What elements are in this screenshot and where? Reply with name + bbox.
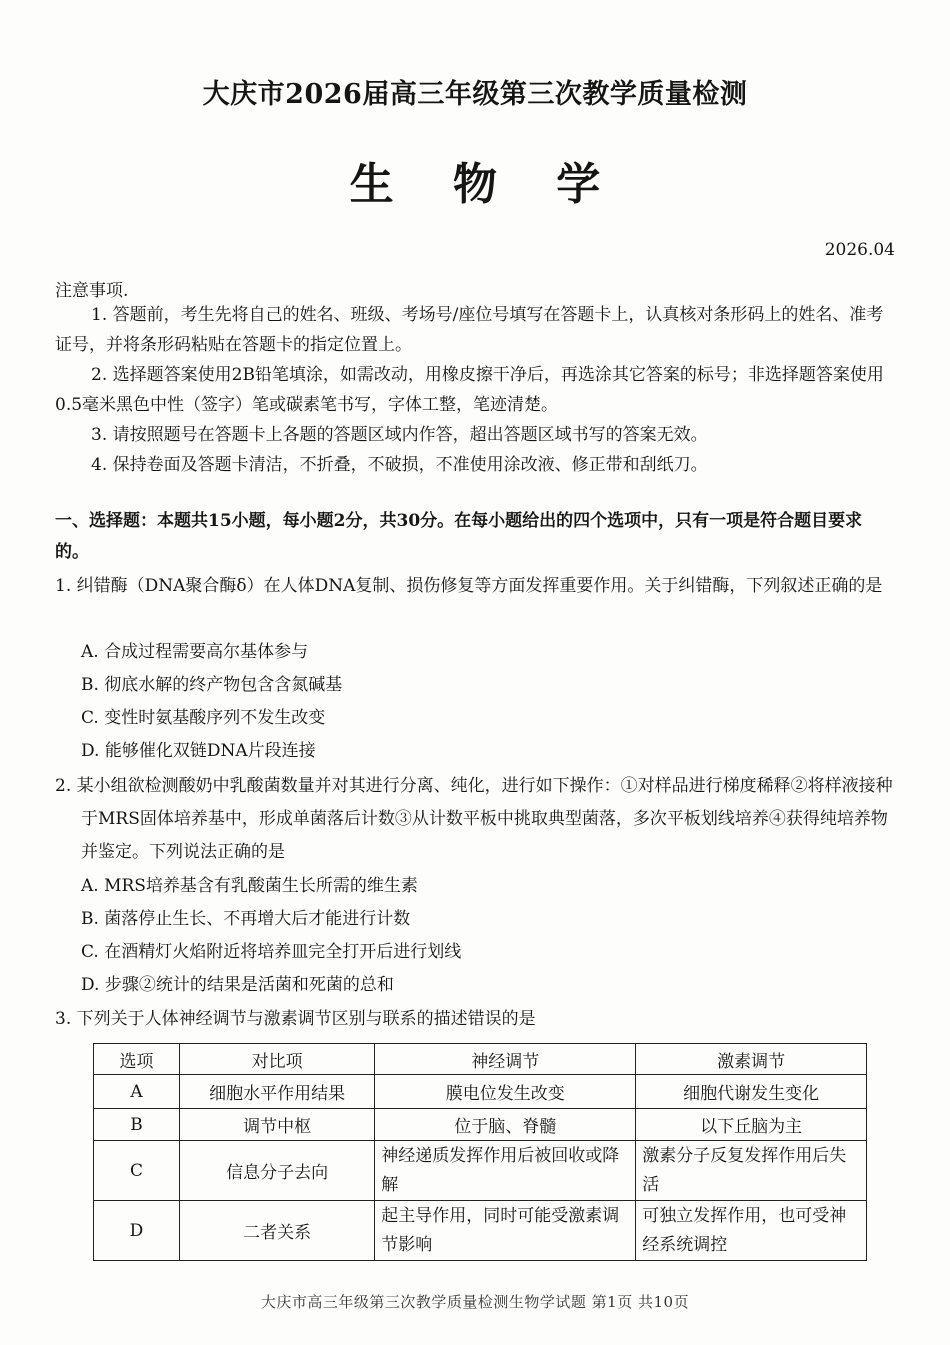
- question-3-stem: 3. 下列关于人体神经调节与激素调节区别与联系的描述错误的是: [55, 1009, 536, 1029]
- question-1-option-d: D. 能够催化双链DNA片段连接: [81, 741, 316, 761]
- table-cell: C: [94, 1141, 180, 1201]
- table-cell: 可独立发挥作用，也可受神经系统调控: [636, 1201, 867, 1261]
- question-2-option-a: A. MRS培养基含有乳酸菌生长所需的维生素: [81, 876, 418, 896]
- table-cell: 以下丘脑为主: [636, 1109, 867, 1141]
- notice-item-4: 4. 保持卷面及答题卡清洁，不折叠，不破损，不准使用涂改液、修正带和刮纸刀。: [91, 455, 708, 475]
- question-1-option-a: A. 合成过程需要高尔基体参与: [81, 642, 309, 662]
- table-row: [94, 1201, 867, 1261]
- question-2-stem: 2. 某小组欲检测酸奶中乳酸菌数量并对其进行分离、纯化，进行如下操作：①对样品进行梯度稀释②将样液接种于MRS固体培养基中，形成单菌落后计数③从计数平板中挑取典型菌落，多次平板划线培养④获得纯培养物并鉴定。下列说法正确的是: [55, 776, 893, 862]
- notice-item-1: 1. 答题前，考生先将自己的姓名、班级、考场号/座位号填写在答题卡上，认真核对条形码上的姓名、准考证号，并将条形码粘贴在答题卡的指定位置上。: [55, 305, 884, 355]
- table-row: [94, 1109, 867, 1141]
- question-2-option-d: D. 步骤②统计的结果是活菌和死菌的总和: [81, 975, 394, 995]
- table-cell: 细胞代谢发生变化: [636, 1075, 867, 1109]
- question-1-option-b: B. 彻底水解的终产物包含含氮碱基: [81, 675, 343, 695]
- table-row: [94, 1075, 867, 1109]
- table-cell: 神经递质发挥作用后被回收或降解: [375, 1141, 636, 1201]
- question-1-stem: 1. 纠错酶（DNA聚合酶δ）在人体DNA复制、损伤修复等方面发挥重要作用。关于纠错酶，下列叙述正确的是: [55, 576, 883, 596]
- table-header-cell: 激素调节: [636, 1044, 867, 1075]
- exam-title: 大庆市2026届高三年级第三次教学质量检测: [202, 79, 748, 110]
- page-footer: 大庆市高三年级第三次教学质量检测生物学试题 第1页 共10页: [260, 1293, 690, 1311]
- exam-date: 2026.04: [824, 240, 895, 260]
- table-header-cell: 选项: [94, 1044, 180, 1075]
- comparison-table: [93, 1043, 867, 1261]
- table-cell: 二者关系: [180, 1201, 375, 1261]
- table-header-cell: 对比项: [180, 1044, 375, 1075]
- table-cell: 膜电位发生改变: [375, 1075, 636, 1109]
- notice-item-2: 2. 选择题答案使用2B铅笔填涂，如需改动，用橡皮擦干净后，再选涂其它答案的标号；非选择题答案使用0.5毫米黑色中性（签字）笔或碳素笔书写，字体工整，笔迹清楚。: [55, 365, 884, 415]
- section-heading: 一、选择题：本题共15小题，每小题2分，共30分。在每小题给出的四个选项中，只有一项是符合题目要求的。: [55, 511, 863, 562]
- table-cell: 激素分子反复发挥作用后失活: [636, 1141, 867, 1201]
- notice-item-3: 3. 请按照题号在答题卡上各题的答题区域内作答，超出答题区域书写的答案无效。: [91, 425, 708, 445]
- table-cell: D: [94, 1201, 180, 1261]
- notice-heading: 注意事项.: [55, 281, 129, 301]
- subject-title: 生 物 学: [349, 159, 623, 210]
- table-header-row: [94, 1044, 867, 1075]
- table-cell: 起主导作用，同时可能受激素调节影响: [375, 1201, 636, 1261]
- table-header-cell: 神经调节: [375, 1044, 636, 1075]
- question-2-option-b: B. 菌落停止生长、不再增大后才能进行计数: [81, 909, 411, 929]
- table-cell: 信息分子去向: [180, 1141, 375, 1201]
- table-cell: A: [94, 1075, 180, 1109]
- table-cell: 位于脑、脊髓: [375, 1109, 636, 1141]
- table-cell: B: [94, 1109, 180, 1141]
- question-2-option-c: C. 在酒精灯火焰附近将培养皿完全打开后进行划线: [81, 942, 462, 962]
- table-cell: 细胞水平作用结果: [180, 1075, 375, 1109]
- question-1-option-c: C. 变性时氨基酸序列不发生改变: [81, 708, 326, 728]
- table-row: [94, 1141, 867, 1201]
- table-cell: 调节中枢: [180, 1109, 375, 1141]
